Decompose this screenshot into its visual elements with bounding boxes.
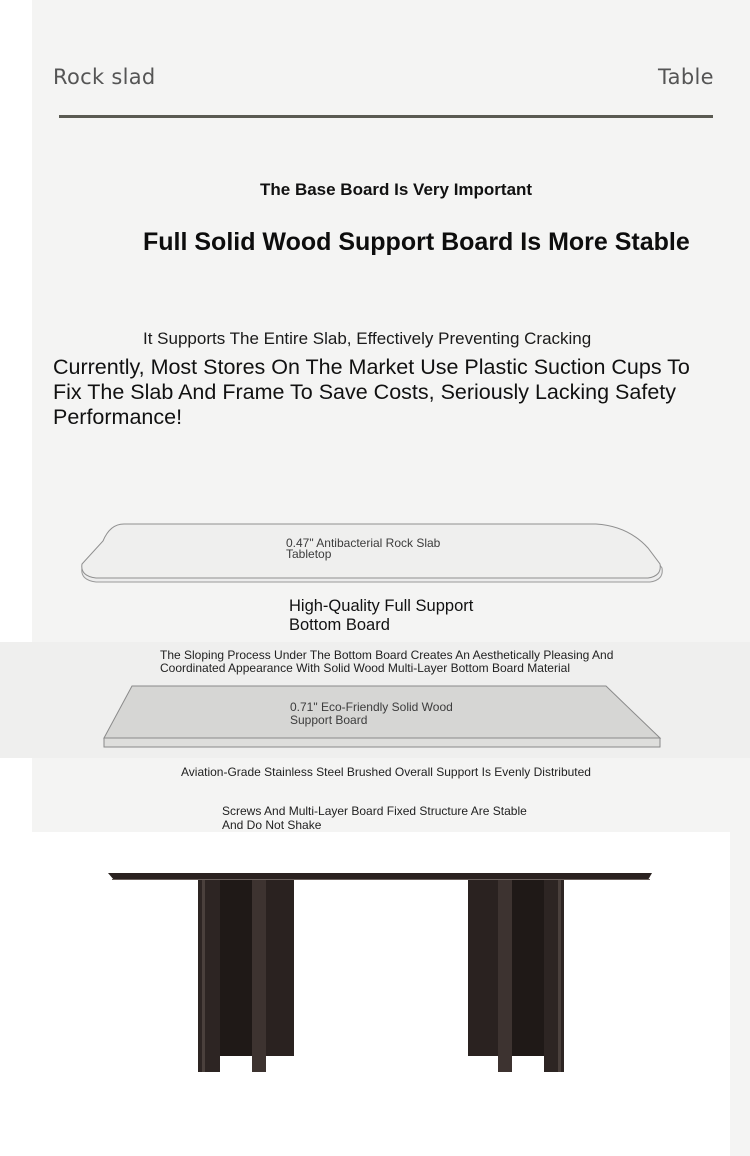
- sloping-text-line1: The Sloping Process Under The Bottom Board Creates An Aesthetically Pleasing And: [160, 648, 614, 662]
- screws-text-line1: Screws And Multi-Layer Board Fixed Structure Are Stable: [222, 804, 527, 818]
- supports-text: It Supports The Entire Slab, Effectively Preventing Cracking: [143, 329, 592, 348]
- slab-label-line2: Tabletop: [286, 547, 332, 561]
- header-right-label: Table: [658, 65, 714, 89]
- slab-label-line1: 0.47" Antibacterial Rock Slab: [286, 536, 441, 550]
- section-title: Full Solid Wood Support Board Is More Stable: [143, 228, 690, 256]
- board-label-line1: 0.71" Eco-Friendly Solid Wood: [290, 700, 453, 714]
- sloping-text-line2: Coordinated Appearance With Solid Wood Multi-Layer Bottom Board Material: [160, 661, 570, 675]
- support-title-line1: High-Quality Full Support: [289, 597, 474, 615]
- support-title-line2: Bottom Board: [289, 616, 390, 634]
- header-left-label: Rock slad: [53, 65, 156, 89]
- section-subtitle: The Base Board Is Very Important: [260, 180, 533, 199]
- screws-text-line2: And Do Not Shake: [222, 818, 322, 832]
- board-label-line2: Support Board: [290, 713, 368, 727]
- warning-text: Currently, Most Stores On The Market Use Plastic Suction Cups To Fix The Slab And Frame To Save Costs, Seriously Lacking Safety Performance!: [53, 355, 690, 429]
- steel-support-text: Aviation-Grade Stainless Steel Brushed Overall Support Is Evenly Distributed: [181, 765, 591, 779]
